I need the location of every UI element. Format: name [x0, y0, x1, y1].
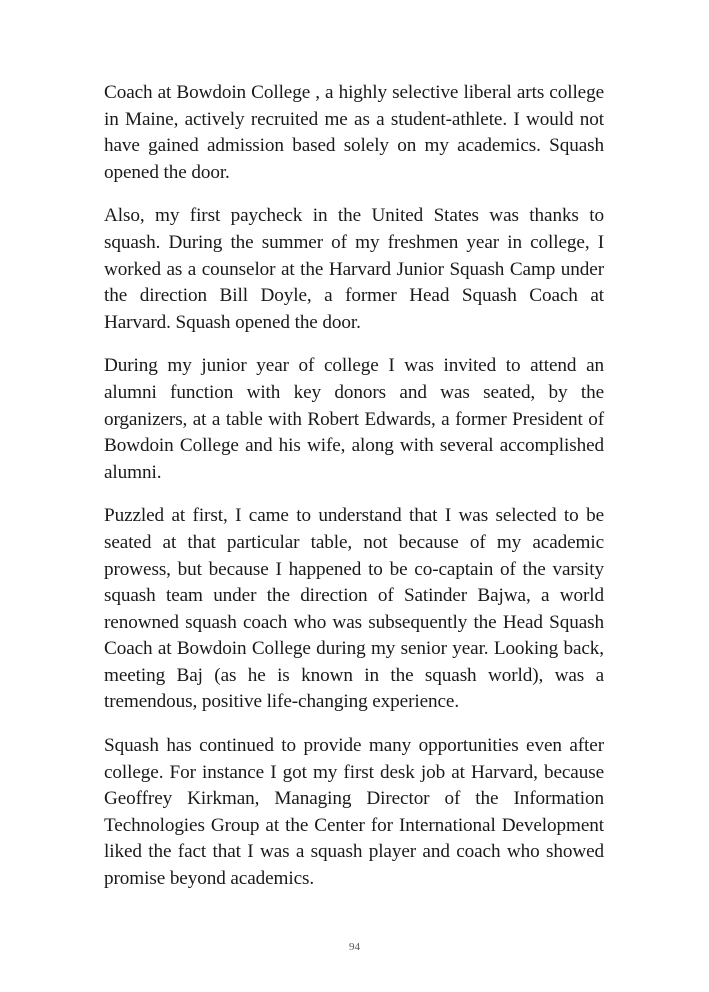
paragraph-alumni-function: During my junior year of college I was invited to attend an alumni function with key donors and was seated, by the organizers, at a table with Robert Edwards, a former President of Bowdoin College and his wife, along with several accomplished alumni.: [104, 355, 604, 483]
paragraph-co-captain: Puzzled at first, I came to understand that I was selected to be seated at that particular table, not because of my academic prowess, but because I happened to be co-captain of the varsity squash team under the direction of Satinder Bajwa, a world renowned squash coach who was subsequently the Head Squash Coach at Bowdoin College during my senior year. Looking back, meeting Baj (as he is known in the squash world), was a tremendous, positive life-changing experience.: [104, 505, 604, 713]
paragraph-after-college: Squash has continued to provide many opportunities even after college. For instance I got my first desk job at Harvard, because Geoffrey Kirkman, Managing Director of the Information Technologies Group at the Center for International Development liked the fact that I was a squash player and coach who showed promise beyond academics.: [104, 735, 604, 890]
document-body: [104, 80, 604, 910]
paragraph-first-paycheck: Also, my first paycheck in the United States was thanks to squash. During the summer of my freshmen year in college, I worked as a counselor at the Harvard Junior Squash Camp under the direction Bill Doyle, a former Head Squash Coach at Harvard. Squash opened the door.: [104, 205, 604, 333]
paragraph-recruitment: Coach at Bowdoin College , a highly selective liberal arts college in Maine, actively recruited me as a student-athlete. I would not have gained admission based solely on my academics. Squash opened the door.: [104, 82, 604, 183]
page-number: 94: [349, 941, 360, 953]
